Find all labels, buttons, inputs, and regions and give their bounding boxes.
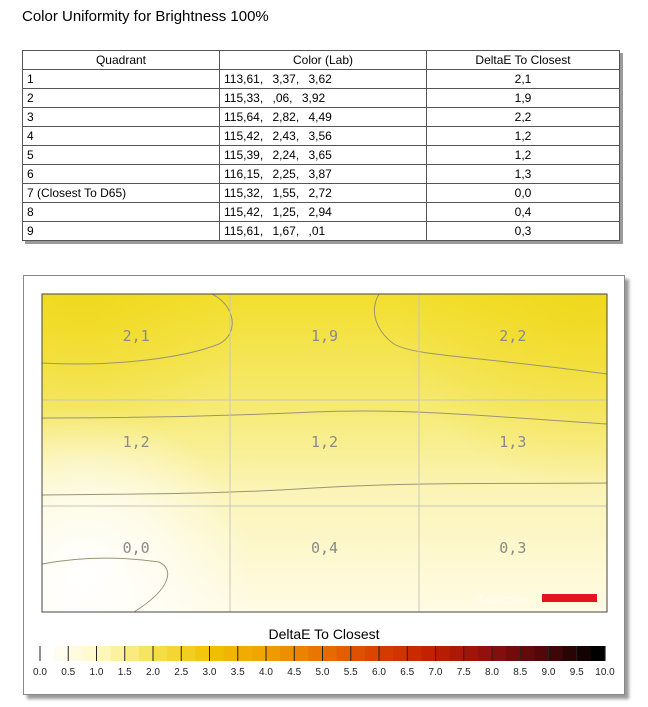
scale-swatch [407, 646, 422, 661]
scale-swatch [534, 646, 549, 661]
scale-swatch [577, 646, 592, 661]
cell-lab: 115,64, 2,82, 4,49 [220, 108, 427, 127]
scale-tick-label: 1.5 [117, 667, 132, 678]
scale-tick-label: 4.0 [259, 667, 273, 678]
scale-swatch [393, 646, 408, 661]
cell-lab: 113,61, 3,37, 3,62 [220, 70, 427, 89]
scale-swatch [125, 646, 140, 661]
scale-swatch [563, 646, 578, 661]
uniformity-table [22, 50, 620, 241]
scale-swatch [436, 646, 451, 661]
cell-quadrant: 1 [23, 70, 220, 89]
scale-tick-label: 2.0 [146, 667, 160, 678]
scale-swatch [167, 646, 182, 661]
cell-lab: 116,15, 2,25, 3,87 [220, 165, 427, 184]
watermark-logo [542, 594, 597, 602]
table-row [23, 127, 620, 146]
cell-delta: 0,0 [427, 184, 620, 203]
cell-quadrant: 4 [23, 127, 220, 146]
scale-swatch [210, 646, 225, 661]
cell-quadrant: 8 [23, 203, 220, 222]
scale-swatch [280, 646, 295, 661]
scale-swatch [195, 646, 210, 661]
header-color-lab: Color (Lab) [220, 51, 427, 70]
table-row [23, 222, 620, 241]
cell-delta: 2,2 [427, 108, 620, 127]
cell-lab: 115,61, 1,67, ,01 [220, 222, 427, 241]
cell-label: 1,2 [122, 433, 150, 451]
scale-tick-label: 0.5 [61, 667, 76, 678]
cell-label: 2,1 [122, 327, 150, 345]
scale-swatch [111, 646, 126, 661]
scale-tick-label: 10.0 [595, 667, 615, 678]
scale-swatch [224, 646, 239, 661]
cell-delta: 1,9 [427, 89, 620, 108]
scale-swatch [54, 646, 69, 661]
scale-tick-label: 6.5 [400, 667, 415, 678]
cell-delta: 0,4 [427, 203, 620, 222]
cell-quadrant: 2 [23, 89, 220, 108]
cell-quadrant: 9 [23, 222, 220, 241]
header-quadrant: Quadrant [23, 51, 220, 70]
cell-delta: 0,3 [427, 222, 620, 241]
scale-tick-label: 3.0 [202, 667, 217, 678]
scale-swatch [591, 646, 606, 661]
table-header-row [23, 51, 620, 70]
cell-delta: 1,2 [427, 127, 620, 146]
cell-lab: 115,32, 1,55, 2,72 [220, 184, 427, 203]
scale-swatch [139, 646, 154, 661]
scale-swatch [97, 646, 112, 661]
scale-swatch [181, 646, 196, 661]
scale-swatch [549, 646, 564, 661]
cell-quadrant: 3 [23, 108, 220, 127]
table-row [23, 108, 620, 127]
scale-tick-label: 5.0 [315, 667, 330, 678]
cell-delta: 2,1 [427, 70, 620, 89]
cell-quadrant: 7 (Closest To D65) [23, 184, 220, 203]
cell-lab: 115,42, 2,43, 3,56 [220, 127, 427, 146]
uniformity-heatmap-panel [23, 275, 625, 695]
watermark-text: datacolor [475, 592, 529, 607]
scale-swatch [351, 646, 366, 661]
cell-quadrant: 5 [23, 146, 220, 165]
scale-swatch [379, 646, 394, 661]
table-row [23, 146, 620, 165]
cell-lab: 115,42, 1,25, 2,94 [220, 203, 427, 222]
scale-tick-label: 4.5 [287, 667, 302, 678]
scale-tick-label: 0.0 [33, 667, 47, 678]
scale-swatch [266, 646, 281, 661]
cell-label: 0,0 [122, 539, 150, 557]
scale-swatch [68, 646, 83, 661]
cell-delta: 1,3 [427, 165, 620, 184]
scale-swatch [478, 646, 493, 661]
cell-label: 1,2 [310, 433, 339, 451]
scale-swatch [252, 646, 267, 661]
scale-tick-label: 7.0 [428, 667, 443, 678]
cell-label: 1,9 [310, 327, 339, 345]
scale-swatch [520, 646, 535, 661]
color-scale [33, 646, 615, 678]
cell-lab: 115,33, ,06, 3,92 [220, 89, 427, 108]
scale-swatch [506, 646, 521, 661]
scale-title: DeltaE To Closest [268, 626, 380, 642]
scale-swatch [238, 646, 253, 661]
cell-label: 1,3 [499, 433, 527, 451]
cell-quadrant: 6 [23, 165, 220, 184]
scale-tick-label: 6.0 [372, 667, 386, 678]
scale-swatch [82, 646, 97, 661]
scale-swatch [365, 646, 380, 661]
scale-swatch [492, 646, 507, 661]
scale-swatch [337, 646, 352, 661]
cell-delta: 1,2 [427, 146, 620, 165]
scale-swatch [464, 646, 479, 661]
scale-swatch [323, 646, 338, 661]
header-deltae: DeltaE To Closest [427, 51, 620, 70]
scale-tick-label: 5.5 [343, 667, 358, 678]
scale-tick-label: 8.0 [485, 667, 499, 678]
scale-tick-label: 9.0 [541, 667, 556, 678]
cell-label: 0,3 [499, 539, 527, 557]
cell-label: 0,4 [310, 539, 339, 557]
table-row [23, 203, 620, 222]
scale-swatch [450, 646, 465, 661]
page-title: Color Uniformity for Brightness 100% [22, 8, 269, 25]
scale-tick-label: 7.5 [456, 667, 471, 678]
table-row [23, 89, 620, 108]
scale-swatch [40, 646, 55, 661]
scale-swatch [294, 646, 309, 661]
cell-label: 2,2 [499, 327, 527, 345]
cell-lab: 115,39, 2,24, 3,65 [220, 146, 427, 165]
scale-swatch [421, 646, 436, 661]
table-row [23, 184, 620, 203]
scale-swatch [153, 646, 168, 661]
table-row [23, 165, 620, 184]
table-row [23, 70, 620, 89]
scale-tick-label: 8.5 [513, 667, 528, 678]
scale-tick-label: 1.0 [89, 667, 104, 678]
scale-swatch [308, 646, 323, 661]
scale-tick-label: 2.5 [174, 667, 189, 678]
scale-tick-label: 3.5 [230, 667, 245, 678]
scale-tick-label: 9.5 [569, 667, 584, 678]
